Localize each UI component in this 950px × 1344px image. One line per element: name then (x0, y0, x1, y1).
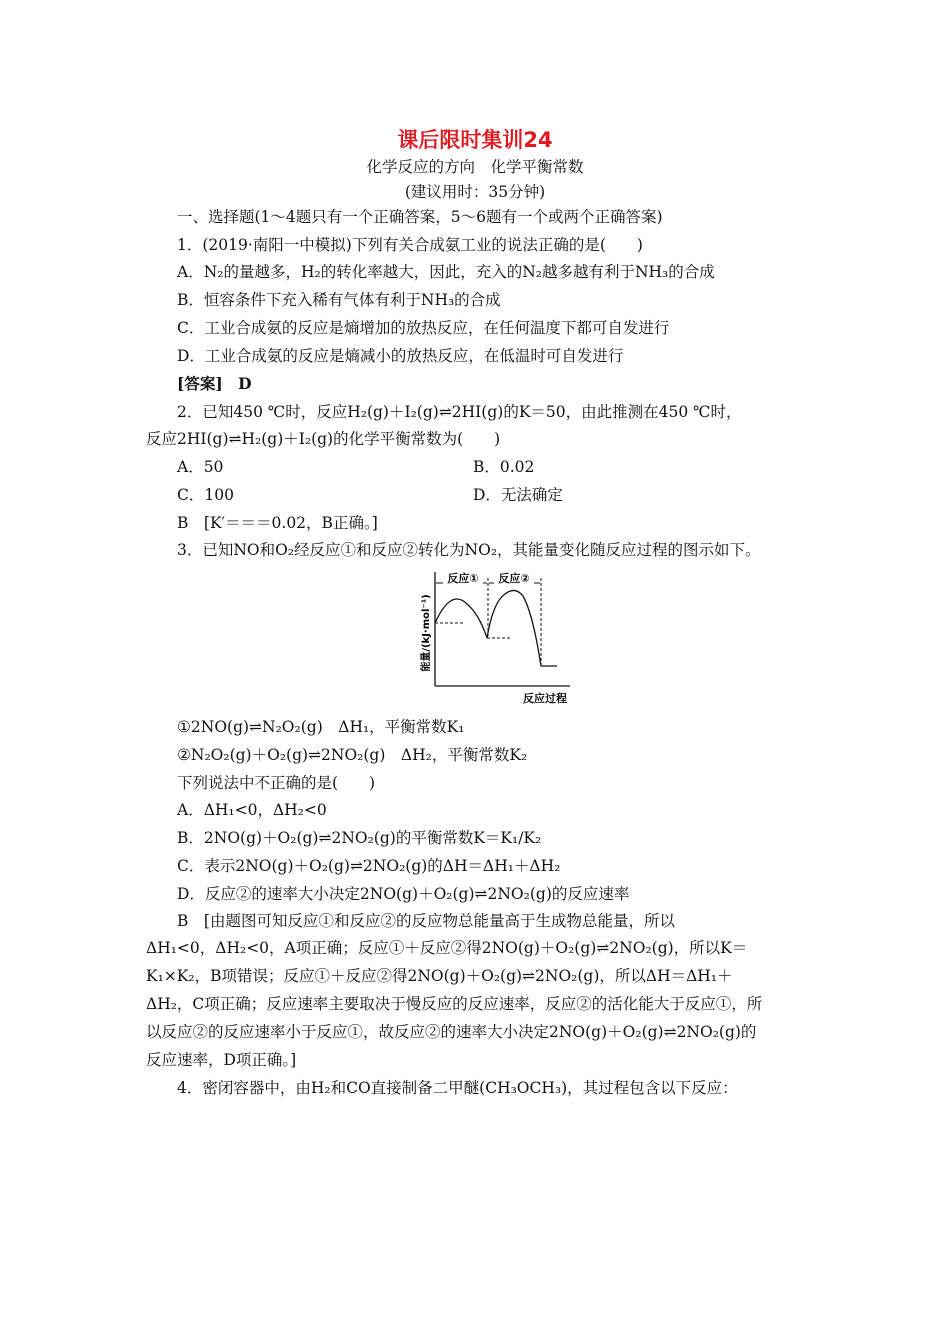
time-hint: (建议用时：35分钟) (404, 183, 546, 201)
page-title: 课后限时集训24 (397, 128, 553, 152)
q3-equation-1: ①2NO(g)⇌N₂O₂(g) ΔH₁，平衡常数K₁ (177, 718, 465, 736)
q1-answer: [答案] D (177, 374, 252, 393)
energy-diagram (405, 568, 585, 708)
q1-option-a: A．N₂的量越多，H₂的转化率越大，因此，充入的N₂越多越有利于NH₃的合成 (177, 263, 715, 281)
section-heading: 一、选择题(1～4题只有一个正确答案，5～6题有一个或两个正确答案) (177, 208, 663, 226)
q2-option-c: C．100 (177, 486, 234, 504)
q3-explanation-2: ΔH₁<0，ΔH₂<0，A项正确；反应①＋反应②得2NO(g)＋O₂(g)⇌2NO₂(g)，所以K＝ (146, 939, 748, 957)
q3-option-a: A．ΔH₁<0，ΔH₂<0 (177, 801, 327, 819)
q2-option-d: D．无法确定 (473, 486, 563, 504)
q3-explanation-5: 以反应②的反应速率小于反应①，故反应②的速率大小决定2NO(g)＋O₂(g)⇌2NO₂(g)的 (146, 1023, 757, 1041)
energy-curve (435, 590, 557, 666)
q3-explanation-6: 反应速率，D项正确。] (146, 1051, 297, 1069)
q2-stem-line2: 反应2HI(g)⇌H₂(g)＋I₂(g)的化学平衡常数为( ) (146, 430, 501, 448)
q1-option-c: C．工业合成氨的反应是熵增加的放热反应，在任何温度下都可自发进行 (177, 319, 670, 337)
q3-explanation-1: B [由题图可知反应①和反应②的反应物总能量高于生成物总能量，所以 (177, 912, 675, 930)
q2-option-b: B．0.02 (473, 458, 535, 476)
q1-option-d: D．工业合成氨的反应是熵减小的放热反应，在低温时可自发进行 (177, 347, 624, 365)
q3-stem: 3．已知NO和O₂经反应①和反应②转化为NO₂，其能量变化随反应过程的图示如下。 (177, 541, 761, 559)
q1-stem: 1．(2019·南阳一中模拟)下列有关合成氨工业的说法正确的是( ) (177, 236, 643, 254)
q1-option-b: B．恒容条件下充入稀有气体有利于NH₃的合成 (177, 291, 501, 309)
q4-stem: 4．密闭容器中，由H₂和CO直接制备二甲醚(CH₃OCH₃)，其过程包含以下反应： (177, 1079, 738, 1097)
q3-explanation-4: ΔH₂，C项正确；反应速率主要取决于慢反应的反应速率，反应②的活化能大于反应①，所 (146, 995, 763, 1013)
q3-option-c: C．表示2NO(g)＋O₂(g)⇌2NO₂(g)的ΔH＝ΔH₁＋ΔH₂ (177, 857, 561, 875)
q3-explanation-3: K₁×K₂，B项错误；反应①＋反应②得2NO(g)＋O₂(g)⇌2NO₂(g)，所以ΔH＝ΔH₁＋ (146, 967, 733, 985)
page-subtitle: 化学反应的方向 化学平衡常数 (366, 158, 584, 176)
q3-equation-2: ②N₂O₂(g)＋O₂(g)⇌2NO₂(g) ΔH₂，平衡常数K₂ (177, 746, 528, 764)
label-reaction-1: 反应① (447, 572, 479, 585)
q3-ask: 下列说法中不正确的是( ) (177, 774, 376, 792)
x-axis-label: 反应过程 (523, 692, 567, 705)
q3-option-b: B．2NO(g)＋O₂(g)⇌2NO₂(g)的平衡常数K＝K₁/K₂ (177, 829, 542, 847)
q2-stem-line1: 2．已知450 ℃时，反应H₂(g)＋I₂(g)⇌2HI(g)的K＝50，由此推测在450 ℃时， (177, 403, 742, 421)
y-axis-label: 能量/(kJ·mol⁻¹) (421, 594, 432, 672)
label-reaction-2: 反应② (498, 572, 530, 585)
q2-answer: B [K′＝＝＝0.02，B正确。] (177, 514, 378, 532)
q2-option-a: A．50 (177, 458, 224, 476)
q3-option-d: D．反应②的速率大小决定2NO(g)＋O₂(g)⇌2NO₂(g)的反应速率 (177, 885, 630, 903)
